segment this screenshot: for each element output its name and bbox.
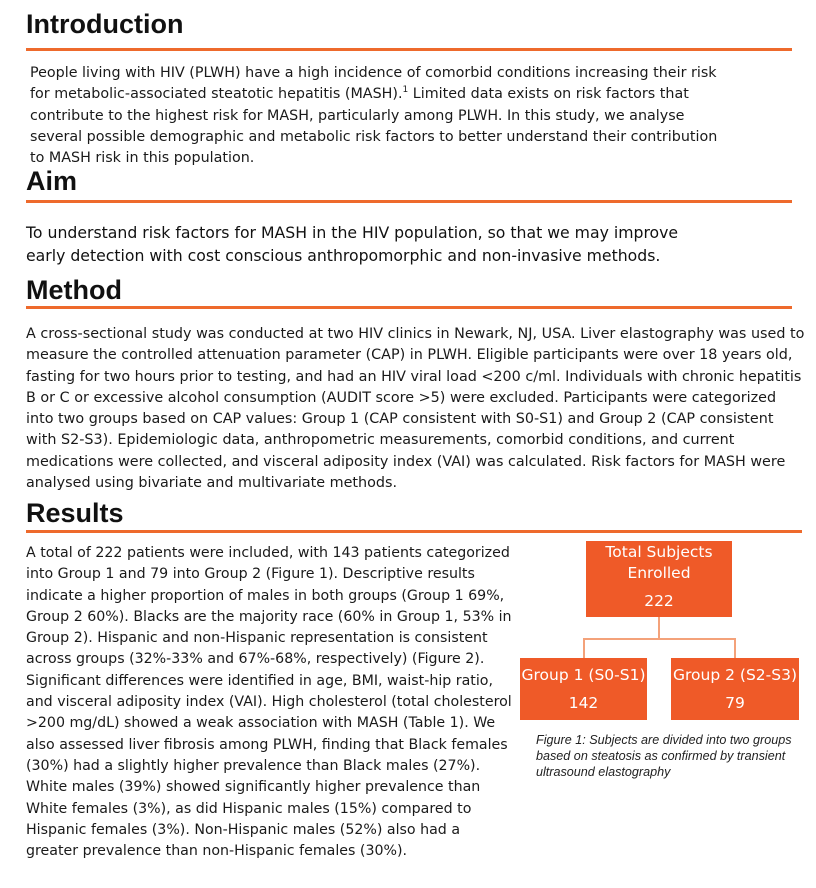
introduction-text-part2: Limited data exists on risk factors that contribute to the highest risk for MASH, particularly among PLWH. In this study, we analyse several possible demographic and metabolic risk factors to better understand their contribution to MASH risk in this population.: [30, 86, 718, 167]
method-text: A cross-sectional study was conducted at two HIV clinics in Newark, NJ, USA. Liver elastography was used to measure the controlled attenuation parameter (CAP) in PLWH. Eligible participants were over 18 years old, fasting for two hours prior to testing, and had an HIV viral load <200 c/ml. Individuals with chronic hepatitis B or C or excessive alcohol consumption (AUDIT score >5) were excluded. Participants were categorized into two groups based on CAP values: Group 1 (CAP consistent with S0-S1) and Group 2 (CAP consistent with S2-S3). Epidemiologic data, anthropometric measurements, comorbid conditions, and current medications were collected, and visceral adiposity index (VAI) was calculated. Risk factors for MASH were analysed using bivariate and multivariate methods.: [26, 326, 805, 492]
introduction-rule: [26, 48, 792, 51]
results-rule: [26, 530, 802, 533]
introduction-text-part1: People living with HIV (PLWH) have a high incidence of comorbid conditions increasing their risk for metabolic-associated steatotic hepatitis (MASH).: [30, 65, 717, 103]
group1-label: Group 1 (S0-S1): [521, 666, 646, 684]
results-heading: Results: [26, 498, 124, 528]
aim-rule: [26, 200, 792, 203]
introduction-text: [30, 63, 730, 169]
total-subjects-value: 222: [644, 592, 674, 610]
group2-box: [671, 658, 799, 720]
connector-left-drop: [583, 638, 585, 658]
method-heading: Method: [26, 275, 122, 305]
group1-box: [520, 658, 647, 720]
introduction-reference: 1: [402, 85, 409, 96]
total-subjects-box: [586, 541, 732, 617]
results-text: A total of 222 patients were included, with 143 patients categorized into Group 1 and 79 into Group 2 (Figure 1). Descriptive results indicate a higher proportion of males in both groups (Group 1 69%, Group 2 60%). Blacks are the majority race (60% in Group 1, 53% in Group 2). Hispanic and non-Hispanic representation is consistent across groups (32%-33% and 67%-68%, respectively) (Figure 2). Significant differences were identified in age, BMI, waist-hip ratio, and visceral adiposity index (VAI). High cholesterol (total cholesterol >200 mg/dL) showed a weak association with MASH (Table 1). We also assessed liver fibrosis among PLWH, finding that Black females (30%) had a slightly higher prevalence than Black males (27%). White males (39%) showed significantly higher prevalence than White females (3%), as did Hispanic males (15%) compared to Hispanic females (3%). Non-Hispanic males (52%) also had a greater prevalence than non-Hispanic females (30%).: [26, 545, 512, 860]
total-subjects-label-line1: Total Subjects: [605, 543, 713, 561]
total-subjects-label-line2: Enrolled: [627, 564, 691, 582]
connector-horizontal: [583, 638, 736, 640]
connector-right-drop: [734, 638, 736, 658]
group1-value: 142: [568, 694, 599, 712]
aim-text: To understand risk factors for MASH in the HIV population, so that we may improve early detection with cost conscious anthropomorphic and non-invasive methods.: [26, 223, 679, 265]
introduction-heading: Introduction: [26, 9, 184, 39]
group2-value: 79: [725, 694, 745, 712]
figure1-caption: Figure 1: Subjects are divided into two groups based on steatosis as confirmed by transient ultrasound elastography: [536, 733, 792, 779]
aim-heading: Aim: [26, 166, 78, 196]
group2-label: Group 2 (S2-S3): [673, 666, 797, 684]
connector-vertical-top: [658, 617, 660, 639]
method-rule: [26, 306, 792, 309]
